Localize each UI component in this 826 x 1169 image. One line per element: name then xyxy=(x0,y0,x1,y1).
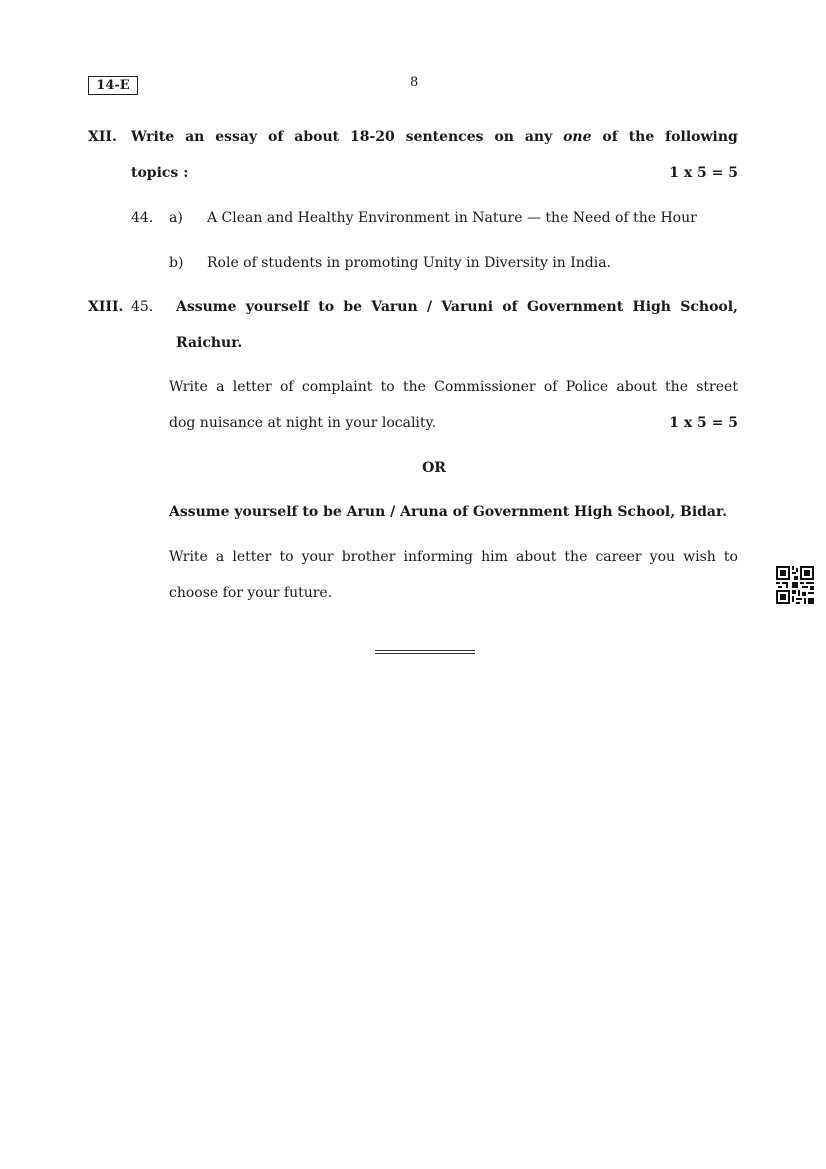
q12-instruction-word: on xyxy=(494,129,514,145)
q45-task-2-word: a xyxy=(215,549,225,565)
q44-option-b-text: Role of students in promoting Unity in Diversity in India. xyxy=(207,255,612,271)
q45-prompt-1-word: Varuni xyxy=(441,299,494,315)
q12-marks: 1 x 5 = 5 xyxy=(669,165,738,181)
q45-task-2-word: career xyxy=(595,549,642,565)
q45-prompt-1-word: Government xyxy=(526,299,624,315)
q45-task-2-word: your xyxy=(301,549,334,565)
q12-instruction-word: one xyxy=(563,129,592,145)
q45-task-1 xyxy=(169,379,738,395)
q45-marks: 1 x 5 = 5 xyxy=(669,415,738,431)
q45-task-2-word: the xyxy=(564,549,588,565)
q45-task-1-word: the xyxy=(402,379,426,395)
q12-instruction-word: of xyxy=(602,129,618,145)
q45-task-2-word: letter xyxy=(232,549,272,565)
q45-prompt-1-word: Varun xyxy=(371,299,418,315)
q45-prompt-1-word: of xyxy=(502,299,518,315)
q12-instruction-word: sentences xyxy=(405,129,484,145)
q45-task-1-cont: dog nuisance at night in your locality. xyxy=(169,415,437,431)
q12-instruction-word: Write xyxy=(131,129,175,145)
q45-task-2-word: wish xyxy=(683,549,716,565)
q45-task-2-word: him xyxy=(481,549,508,565)
q45-task-1-word: to xyxy=(380,379,395,395)
q45-prompt-1 xyxy=(176,299,738,315)
q12-instruction-word: essay xyxy=(215,129,258,145)
q45-task-1-word: of xyxy=(280,379,294,395)
q12-instruction-word: of xyxy=(267,129,284,145)
q45-task-1-word: letter xyxy=(232,379,272,395)
q45-task-1-word: Commissioner xyxy=(434,379,536,395)
qr-code-icon xyxy=(776,566,814,604)
q45-prompt-1-word: / xyxy=(426,299,433,315)
q12-instruction-word: any xyxy=(524,129,553,145)
q45-prompt-2: Assume yourself to be Arun / Aruna of Government High School, Bidar. xyxy=(169,504,727,520)
section-number-xii: XII. xyxy=(88,129,117,145)
q45-task-2-word: to xyxy=(279,549,294,565)
q44-number: 44. xyxy=(131,210,154,226)
q45-task-1-word: of xyxy=(543,379,558,395)
q44-option-a-label: a) xyxy=(169,210,183,226)
q12-instruction xyxy=(131,129,738,145)
q45-task-2 xyxy=(169,549,738,565)
q45-task-2-word: informing xyxy=(403,549,474,565)
q45-number: 45. xyxy=(131,299,154,315)
q45-task-2-word: Write xyxy=(169,549,208,565)
q45-task-1-word: a xyxy=(216,379,225,395)
q45-prompt-1-cont: Raichur. xyxy=(176,335,243,351)
q45-task-2-word: brother xyxy=(341,549,396,565)
q12-instruction-word: about xyxy=(294,129,340,145)
q45-prompt-1-word: yourself xyxy=(245,299,309,315)
q45-task-1-word: Police xyxy=(565,379,609,395)
q45-prompt-1-word: be xyxy=(343,299,363,315)
q45-task-2-cont: choose for your future. xyxy=(169,585,333,601)
q45-task-1-word: street xyxy=(696,379,738,395)
q12-instruction-cont: topics : xyxy=(131,165,189,181)
q45-prompt-1-word: School, xyxy=(680,299,738,315)
q12-instruction-word: an xyxy=(185,129,205,145)
q45-task-1-word: about xyxy=(616,379,657,395)
q45-task-1-word: the xyxy=(665,379,688,395)
q12-instruction-word: 18-20 xyxy=(349,129,395,145)
or-separator: OR xyxy=(422,460,446,476)
q45-prompt-1-word: to xyxy=(318,299,335,315)
q44-option-a-text: A Clean and Healthy Environment in Nature — the Need of the Hour xyxy=(207,210,697,226)
q45-task-2-word: to xyxy=(723,549,738,565)
q12-instruction-word: following xyxy=(665,129,738,145)
q45-task-1-word: complaint xyxy=(301,379,373,395)
q44-option-b-label: b) xyxy=(169,255,184,271)
q12-instruction-word: the xyxy=(628,129,655,145)
page-number: 8 xyxy=(410,75,419,90)
end-of-paper-rule xyxy=(375,650,475,654)
q45-task-2-word: you xyxy=(649,549,676,565)
q45-prompt-1-word: Assume xyxy=(176,299,237,315)
paper-code-box: 14-E xyxy=(88,76,138,95)
q45-prompt-1-word: High xyxy=(632,299,671,315)
q45-task-1-word: Write xyxy=(169,379,208,395)
q45-task-2-word: about xyxy=(515,549,557,565)
section-number-xiii: XIII. xyxy=(88,299,124,315)
